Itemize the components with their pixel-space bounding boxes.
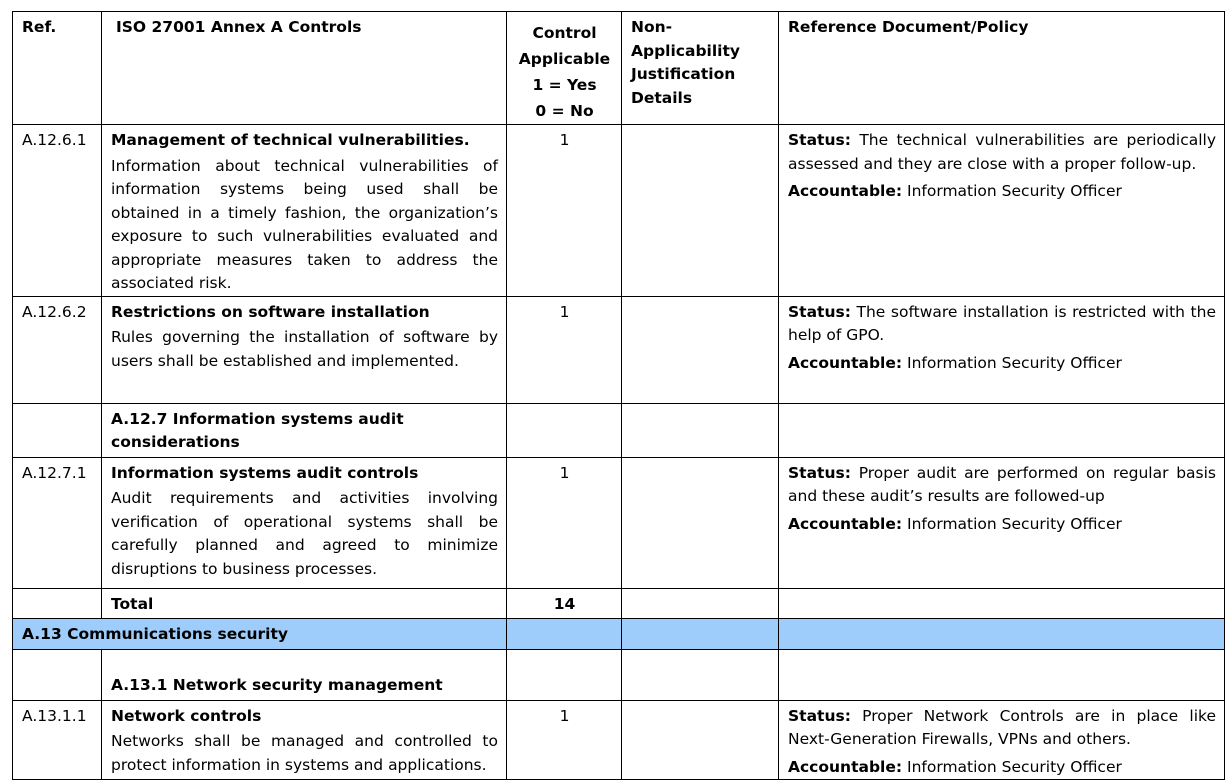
ref-cell: A.12.6.1: [13, 125, 102, 297]
table-row: [13, 457, 1225, 588]
applicable-cell: 1: [507, 700, 622, 780]
reference-cell: Status: Proper Network Controls are in place like Next-Generation Firewalls, VPNs and others. Accountable: Information Security Officer: [779, 700, 1225, 780]
control-cell: [102, 700, 507, 780]
control-title: Management of technical vulnerabilities.: [111, 131, 470, 149]
control-title: Restrictions on software installation: [111, 302, 430, 321]
reference-cell: Status: The technical vulnerabilities are periodically assessed and they are close with a proper follow-up. Accountable: Information Security Officer: [779, 125, 1225, 297]
header-reference: Reference Document/Policy: [779, 12, 1225, 125]
ref-cell: A.12.7.1: [13, 457, 102, 588]
control-description: Rules governing the installation of software by users shall be established and implemented.: [111, 328, 498, 370]
control-cell: [102, 296, 507, 403]
subheading-label: A.13.1 Network security management: [102, 649, 507, 700]
table-row: [13, 125, 1225, 297]
reference-cell: Status: The software installation is restricted with the help of GPO. Accountable: Information Security Officer: [779, 296, 1225, 403]
control-description: Information about technical vulnerabilities of information systems being used shall be obtained in a timely fashion, the organization’s exposure to such vulnerabilities evaluated and appropriate measures taken to address the associated risk.: [111, 156, 498, 292]
control-description: Networks shall be managed and controlled to protect information in systems and applications.: [111, 732, 498, 774]
subheading-row: [13, 649, 1225, 700]
header-control-applicable: Control Applicable 1 = Yes 0 = No: [507, 12, 622, 125]
table-row: [13, 700, 1225, 780]
justification-cell: [622, 700, 779, 780]
control-title: Information systems audit controls: [111, 463, 419, 482]
soa-table: [12, 11, 1225, 780]
justification-cell: [622, 457, 779, 588]
header-ref: Ref.: [13, 12, 102, 125]
header-controls: ISO 27001 Annex A Controls: [102, 12, 507, 125]
total-label: Total: [102, 588, 507, 618]
justification-cell: [622, 296, 779, 403]
section-title: A.13 Communications security: [13, 618, 507, 649]
subheading-label: A.12.7 Information systems audit considerations: [102, 403, 507, 457]
header-non-applicability: Non-Applicability Justification Details: [622, 12, 779, 125]
subheading-row: [13, 403, 1225, 457]
control-description: Audit requirements and activities involving verification of operational systems shall be carefully planned and agreed to minimize disruptions to business processes.: [111, 489, 498, 578]
table-row: [13, 296, 1225, 403]
applicable-cell: 1: [507, 125, 622, 297]
ref-cell: A.13.1.1: [13, 700, 102, 780]
table-header-row: [13, 12, 1225, 125]
total-row: [13, 588, 1225, 618]
control-cell: [102, 457, 507, 588]
control-cell: [102, 125, 507, 297]
control-title: Network controls: [111, 706, 262, 725]
applicable-cell: 1: [507, 296, 622, 403]
ref-cell: A.12.6.2: [13, 296, 102, 403]
section-row: [13, 618, 1225, 649]
justification-cell: [622, 125, 779, 297]
total-value: 14: [507, 588, 622, 618]
reference-cell: Status: Proper audit are performed on regular basis and these audit’s results are followed-up Accountable: Information Security Officer: [779, 457, 1225, 588]
applicable-cell: 1: [507, 457, 622, 588]
